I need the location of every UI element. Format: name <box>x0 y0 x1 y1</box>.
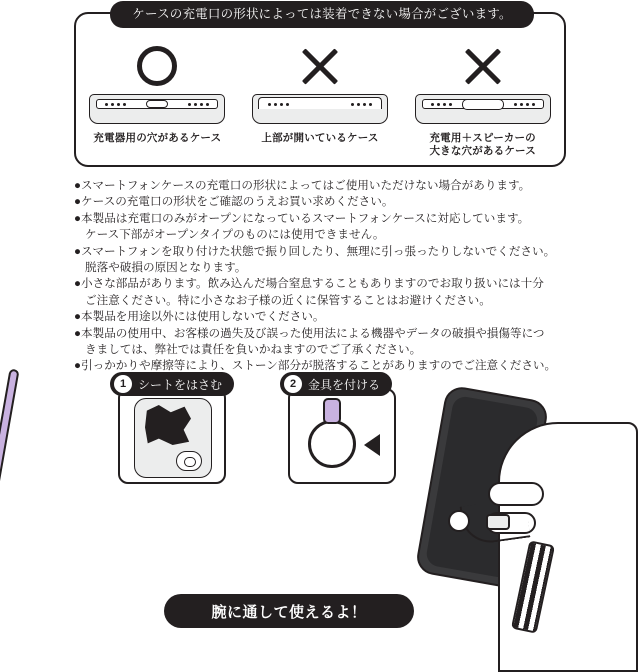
speaker-dots-right <box>514 103 535 106</box>
precaution-line: ●スマートフォンを取り付けた状態で振り回したり、無理に引っ張ったりしないでください。 <box>74 244 556 258</box>
strap-hook <box>486 514 510 530</box>
precaution-line: ●ケースの充電口の形状をご確認のうえお買い求めください。 <box>74 195 394 209</box>
phone-case-edge <box>0 368 20 547</box>
charging-port-hole <box>176 451 202 471</box>
step-illustration-1 <box>118 388 226 484</box>
case-option-open-top <box>239 40 402 168</box>
precaution-line: ●本製品は充電口のみがオープンになっているスマートフォンケースに対応しています。 <box>74 211 530 225</box>
precaution-line: 脱落や破損の原因となります。 <box>85 261 247 275</box>
precaution-line: きましては、弊社では責任を負いかねますのでご了承ください。 <box>85 343 422 357</box>
speaker-dots-right <box>351 103 372 106</box>
strap-knot <box>448 510 470 532</box>
circle-mark-icon <box>137 46 177 86</box>
case-caption: 充電用＋スピーカーの 大きな穴があるケース <box>429 132 536 157</box>
precaution-line: ●小さな部品があります。飲み込んだ場合窒息することもありますのでお取り扱いには十分 <box>74 277 544 291</box>
hand-illustration <box>498 422 638 672</box>
step-text: 金具を付ける <box>308 377 381 392</box>
metal-ring-illustration <box>308 420 356 468</box>
compatibility-panel-title: ケースの充電口の形状によっては装着できない場合がございます。 <box>110 1 534 28</box>
case-caption: 上部が開いているケース <box>261 132 379 144</box>
step-number: 1 <box>114 375 132 393</box>
step-label-2 <box>280 372 392 396</box>
metal-clasp-illustration <box>323 398 341 424</box>
precaution-line: ケース下部がオープンタイプのものには使用できません。 <box>85 228 385 242</box>
speaker-dots-right <box>188 103 209 106</box>
speaker-dots-left <box>105 103 126 106</box>
precaution-line: ●スマートフォンケースの充電口の形状によってはご使用いただけない場合があります。 <box>74 179 531 192</box>
charging-port-opening <box>146 100 168 108</box>
step-text: シートをはさむ <box>138 377 223 392</box>
bottom-banner: 腕に通して使えるよ！ <box>164 594 414 628</box>
adhesive-sheet-illustration <box>145 405 191 445</box>
case-caption: 充電器用の穴があるケース <box>93 132 222 144</box>
speaker-dots-left <box>268 103 289 106</box>
precaution-line: ●本製品の使用中、お客様の過失及び誤った使用法による機器やデータの破損や損傷等につ <box>74 326 545 340</box>
arrow-left-icon <box>364 434 380 456</box>
precautions-list <box>74 178 574 375</box>
precaution-line: ご注意ください。特に小さなお子様の近くに保管することはお避けください。 <box>85 293 491 307</box>
step-illustration-2 <box>288 388 396 484</box>
precaution-line: ●引っかかりや摩擦等により、ストーン部分が脱落することがありますのでご注意ください。 <box>74 359 557 373</box>
case-illustration-charging-hole <box>89 94 225 124</box>
precaution-line: ●本製品を用途以外には使用しないでください。 <box>74 310 325 324</box>
case-illustration-open-top <box>252 94 388 124</box>
case-illustration-big-hole <box>415 94 551 124</box>
case-back-illustration <box>134 398 212 478</box>
large-opening <box>462 99 504 110</box>
speaker-dots-left <box>431 103 452 106</box>
step-label-1 <box>110 372 234 396</box>
cross-mark-icon <box>462 46 504 88</box>
case-comparison-row <box>76 40 564 168</box>
case-option-big-hole <box>401 40 564 168</box>
step-number: 2 <box>284 375 302 393</box>
case-option-charging-hole <box>76 40 239 168</box>
cross-mark-icon <box>299 46 341 88</box>
compatibility-panel <box>74 7 566 167</box>
